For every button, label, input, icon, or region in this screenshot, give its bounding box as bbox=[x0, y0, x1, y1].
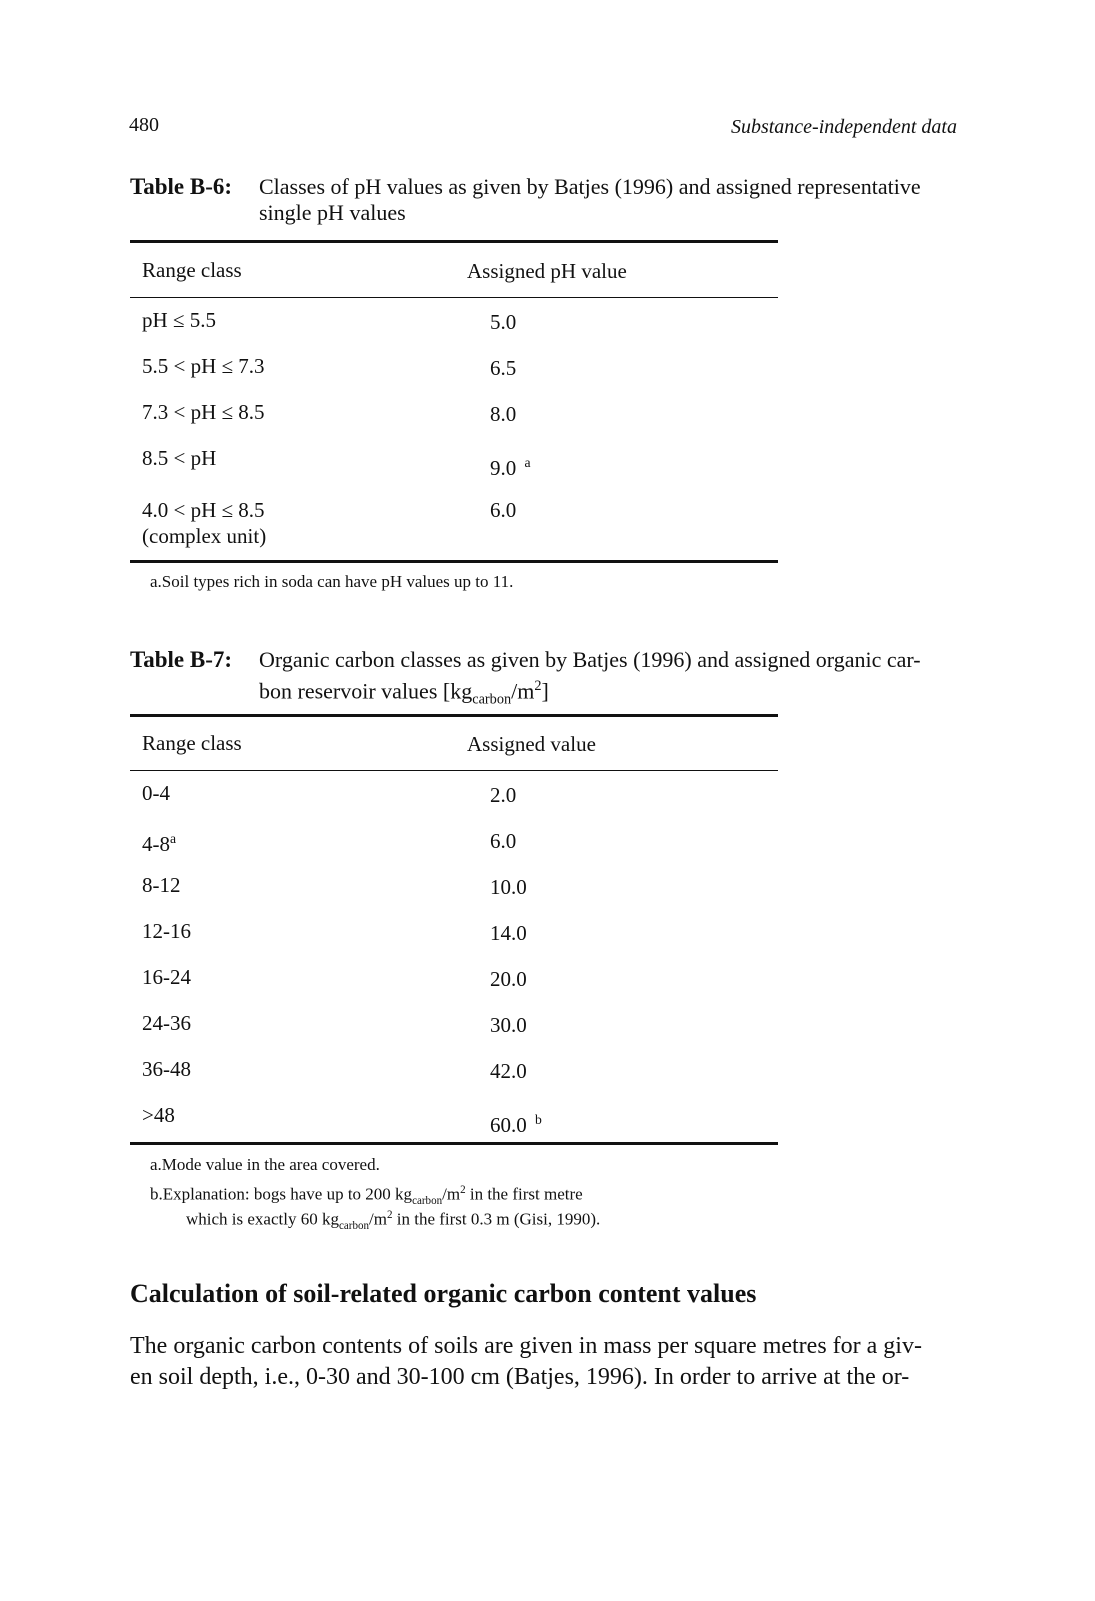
note-text: /m bbox=[369, 1209, 387, 1229]
table-row-value: 14.0 bbox=[490, 921, 527, 945]
table-b6-footnote-a: a.Soil types rich in soda can have pH values up to 11. bbox=[150, 572, 514, 591]
table-row-range: 36-48 bbox=[142, 1057, 191, 1081]
table-b6-header-rule bbox=[130, 297, 778, 298]
table-b6-bottom-rule bbox=[130, 560, 778, 563]
table-row-range: 8-12 bbox=[142, 873, 181, 897]
footnote-mark-b: b bbox=[535, 1112, 542, 1127]
range-text: 4-8 bbox=[142, 832, 170, 856]
table-b7-footnote-b-line2 bbox=[186, 1204, 600, 1238]
value-text: 9.0 bbox=[490, 456, 517, 480]
note-text: in the first metre bbox=[465, 1184, 583, 1204]
table-row-value: 10.0 bbox=[490, 875, 527, 899]
table-b6-caption-line2: single pH values bbox=[259, 200, 406, 225]
table-row-range: 0-4 bbox=[142, 781, 170, 805]
table-row-value: 5.0 bbox=[490, 310, 517, 334]
note-subscript: carbon bbox=[412, 1195, 443, 1208]
caption-superscript: 2 bbox=[534, 678, 542, 694]
table-b6-header-value: Assigned pH value bbox=[467, 259, 627, 283]
caption-text: bon reservoir values [kg bbox=[259, 678, 473, 704]
note-text: b.Explanation: bogs have up to 200 kg bbox=[150, 1184, 413, 1204]
note-text: in the first 0.3 m (Gisi, 1990). bbox=[392, 1209, 601, 1229]
table-row-value: 42.0 bbox=[490, 1059, 527, 1083]
table-b6-caption-line1: Classes of pH values as given by Batjes (1996) and assigned representative bbox=[259, 174, 921, 199]
running-head: Substance-independent data bbox=[730, 116, 957, 138]
table-row-value: 8.0 bbox=[490, 402, 517, 426]
value-text: 60.0 bbox=[490, 1113, 527, 1137]
table-row-range: 12-16 bbox=[142, 919, 191, 943]
table-row-range: 24-36 bbox=[142, 1011, 191, 1035]
table-row-range bbox=[142, 826, 176, 857]
note-superscript: 2 bbox=[386, 1209, 393, 1221]
table-row-value: 6.0 bbox=[490, 829, 517, 853]
page-number: 480 bbox=[129, 114, 159, 136]
table-b7-header-value: Assigned value bbox=[467, 732, 596, 756]
note-text: /m bbox=[442, 1184, 461, 1204]
table-b7-label: Table B-7: bbox=[130, 647, 233, 672]
paragraph-line1: The organic carbon contents of soils are given in mass per square metres for a giv- bbox=[130, 1333, 922, 1359]
table-b7-header-rule bbox=[130, 770, 778, 771]
note-text: which is exactly 60 kg bbox=[186, 1209, 339, 1229]
section-heading: Calculation of soil-related organic carbon content values bbox=[130, 1279, 757, 1308]
table-b7-caption-line2 bbox=[259, 673, 949, 713]
table-row-range bbox=[142, 497, 266, 549]
table-row-value: 30.0 bbox=[490, 1013, 527, 1037]
note-superscript: 2 bbox=[460, 1184, 466, 1196]
table-b6-label: Table B-6: bbox=[130, 174, 233, 199]
table-row-value: 6.5 bbox=[490, 356, 517, 380]
table-row-value: 2.0 bbox=[490, 783, 517, 807]
table-b7-top-rule bbox=[130, 714, 778, 717]
table-row-range: 7.3 < pH ≤ 8.5 bbox=[142, 400, 265, 424]
table-b7-bottom-rule bbox=[130, 1142, 778, 1145]
table-row-value bbox=[490, 1107, 542, 1138]
note-subscript: carbon bbox=[338, 1220, 370, 1233]
table-row-value bbox=[490, 450, 531, 481]
table-b7-caption-line1: Organic carbon classes as given by Batjes (1996) and assigned organic car- bbox=[259, 647, 921, 672]
table-row-range: 16-24 bbox=[142, 965, 191, 989]
table-b6-header-range: Range class bbox=[142, 258, 242, 282]
table-b7-header-range: Range class bbox=[142, 731, 242, 755]
table-b7-footnote-a: a.Mode value in the area covered. bbox=[150, 1155, 380, 1174]
table-row-range: 5.5 < pH ≤ 7.3 bbox=[142, 354, 265, 378]
table-b6-caption-text bbox=[259, 174, 949, 226]
table-row-range: >48 bbox=[142, 1103, 175, 1127]
range-line1: 4.0 < pH ≤ 8.5 bbox=[142, 498, 265, 522]
table-row-range: pH ≤ 5.5 bbox=[142, 308, 216, 332]
table-row-value: 6.0 bbox=[490, 498, 517, 522]
footnote-mark-a: a bbox=[170, 831, 177, 846]
paragraph-line2: en soil depth, i.e., 0-30 and 30-100 cm (Batjes, 1996). In order to arrive at the or- bbox=[130, 1364, 910, 1390]
caption-text: ] bbox=[541, 678, 549, 704]
caption-text: /m bbox=[511, 678, 535, 704]
range-line2: (complex unit) bbox=[142, 524, 267, 548]
footnote-mark-a: a bbox=[524, 455, 531, 470]
table-row-range: 8.5 < pH bbox=[142, 446, 217, 470]
caption-subscript: carbon bbox=[472, 691, 512, 708]
table-row-value: 20.0 bbox=[490, 967, 527, 991]
table-b6-top-rule bbox=[130, 240, 778, 243]
table-b7-caption-text bbox=[259, 647, 949, 713]
